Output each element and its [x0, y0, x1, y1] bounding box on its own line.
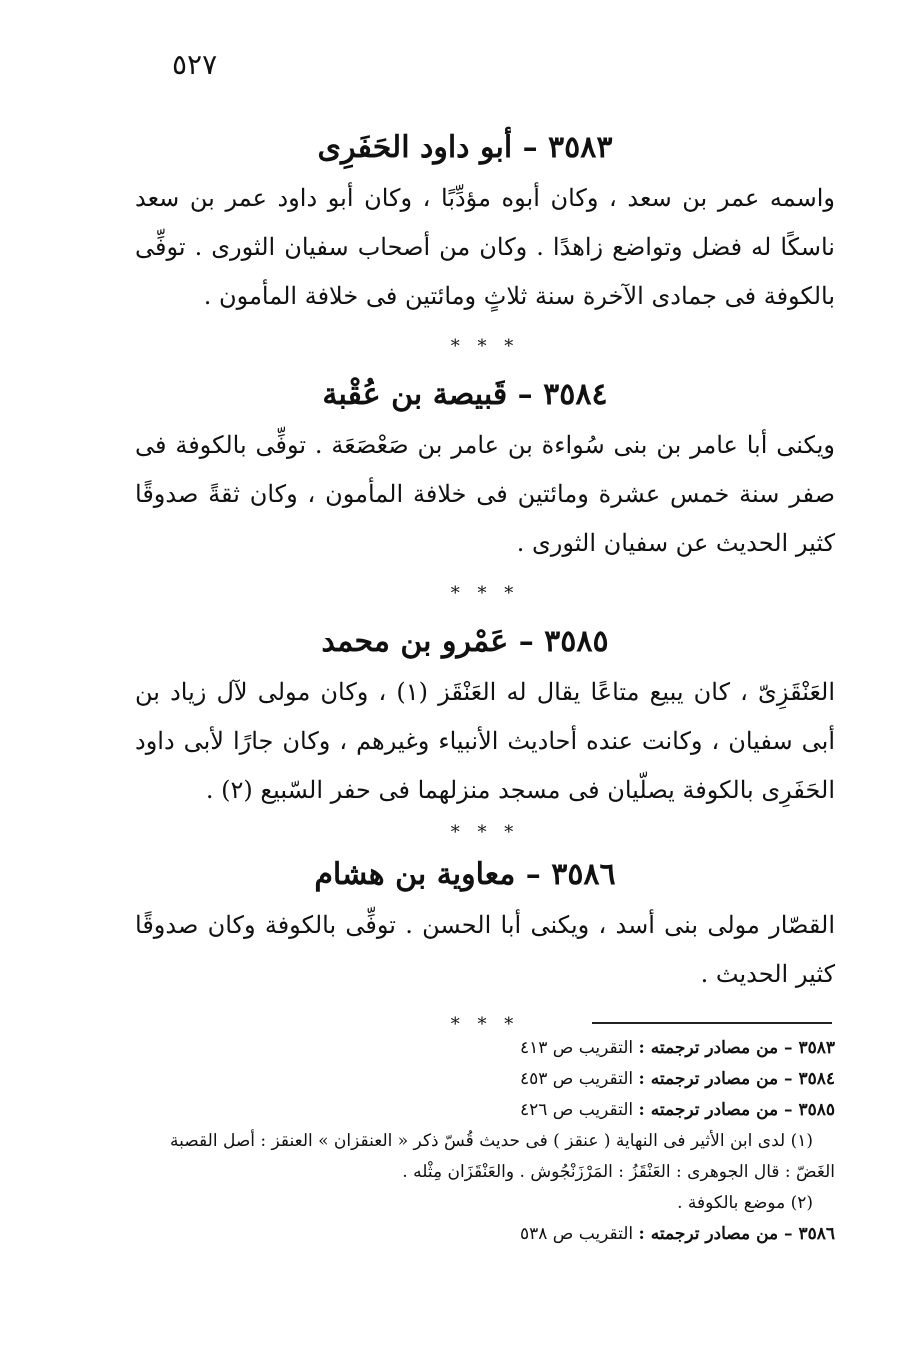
- footnote-text: التقريب ص ٤٥٣: [519, 1069, 639, 1089]
- entry-title: ٣٥٨٣ – أبو داود الحَفَرِى: [317, 130, 613, 165]
- footnote-label: ٣٥٨٦ – من مصادر ترجمته :: [638, 1224, 835, 1244]
- footnote-text: التقريب ص ٤٢٦: [519, 1100, 639, 1120]
- footnote-source-3585: [135, 1095, 835, 1126]
- footnote-source-3583: [135, 1033, 835, 1064]
- footnote-label: ٣٥٨٥ – من مصادر ترجمته :: [638, 1100, 835, 1120]
- footnote-1: (١) لدى ابن الأثير فى النهاية ( عنقز ) فى حديث قُسّ ذكر « العنقزان » العنقز : أصل القصبة: [170, 1131, 813, 1151]
- separator-stars: * * *: [450, 822, 520, 843]
- footnote-label: ٣٥٨٤ – من مصادر ترجمته :: [638, 1069, 835, 1089]
- entry-title: ٣٥٨٤ – قَبيصة بن عُقْبة: [322, 377, 608, 412]
- separator-stars: * * *: [450, 336, 520, 357]
- separator-stars: * * *: [450, 1014, 520, 1035]
- entry-title: ٣٥٨٥ – عَمْرو بن محمد: [321, 624, 609, 659]
- footnote-text: التقريب ص ٤١٣: [519, 1038, 639, 1058]
- entry-title: ٣٥٨٦ – معاوية بن هشام: [314, 857, 616, 892]
- entry-body: ويكنى أبا عامر بن بنى سُواءة بن عامر بن صَعْصَعَة . توفِّى بالكوفة فى صفر سنة خمس عشرة ومائتين فى خلافة المأمون ، وكان ثقةً صدوقًا كثير الحديث عن سفيان الثورى .: [135, 431, 836, 557]
- separator-stars: * * *: [450, 583, 520, 604]
- footnote-label: ٣٥٨٣ – من مصادر ترجمته :: [638, 1038, 835, 1058]
- entry-3583: [135, 128, 835, 321]
- footnote-source-3584: [135, 1064, 835, 1095]
- footnote-source-3586: [135, 1219, 835, 1250]
- entry-body: القصّار مولى بنى أسد ، ويكنى أبا الحسن . توفِّى بالكوفة وكان صدوقًا كثير الحديث .: [135, 911, 835, 988]
- entry-3585: [135, 622, 835, 815]
- footnote-text: التقريب ص ٥٣٨: [519, 1224, 639, 1244]
- entry-body: واسمه عمر بن سعد ، وكان أبوه مؤدِّبًا ، وكان أبو داود عمر بن سعد ناسكًا له فضل وتواضع زاهدًا . وكان من أصحاب سفيان الثورى . توفِّى بالكوفة فى جمادى الآخرة سنة ثلاثٍ ومائتين فى خلافة المأمون .: [135, 184, 835, 310]
- main-text: [135, 128, 835, 1053]
- footnotes: [135, 1033, 835, 1250]
- page-number: ٥٢٧: [172, 48, 218, 81]
- footnote-2: (٢) موضع بالكوفة .: [677, 1193, 813, 1213]
- entry-3584: [135, 375, 835, 568]
- footnote-divider: [592, 1022, 832, 1024]
- entry-3586: [135, 855, 835, 999]
- footnote-1-continued: الغَضّ : قال الجوهرى : العَنْقَزُ : المَرْزَنْجُوش . والعَنْقَزَان مِثْله .: [402, 1162, 835, 1182]
- entry-body: العَنْقَزِىّ ، كان يبيع متاعًا يقال له العَنْقَز (١) ، وكان مولى لآل زياد بن أبى سفيان ، وكانت عنده أحاديث الأنبياء وغيرهم ، وكان جارًا لأبى داود الحَفَرِى بالكوفة يصلّيان فى مسجد منزلهما فى حفر السّبيع (٢) .: [135, 678, 836, 804]
